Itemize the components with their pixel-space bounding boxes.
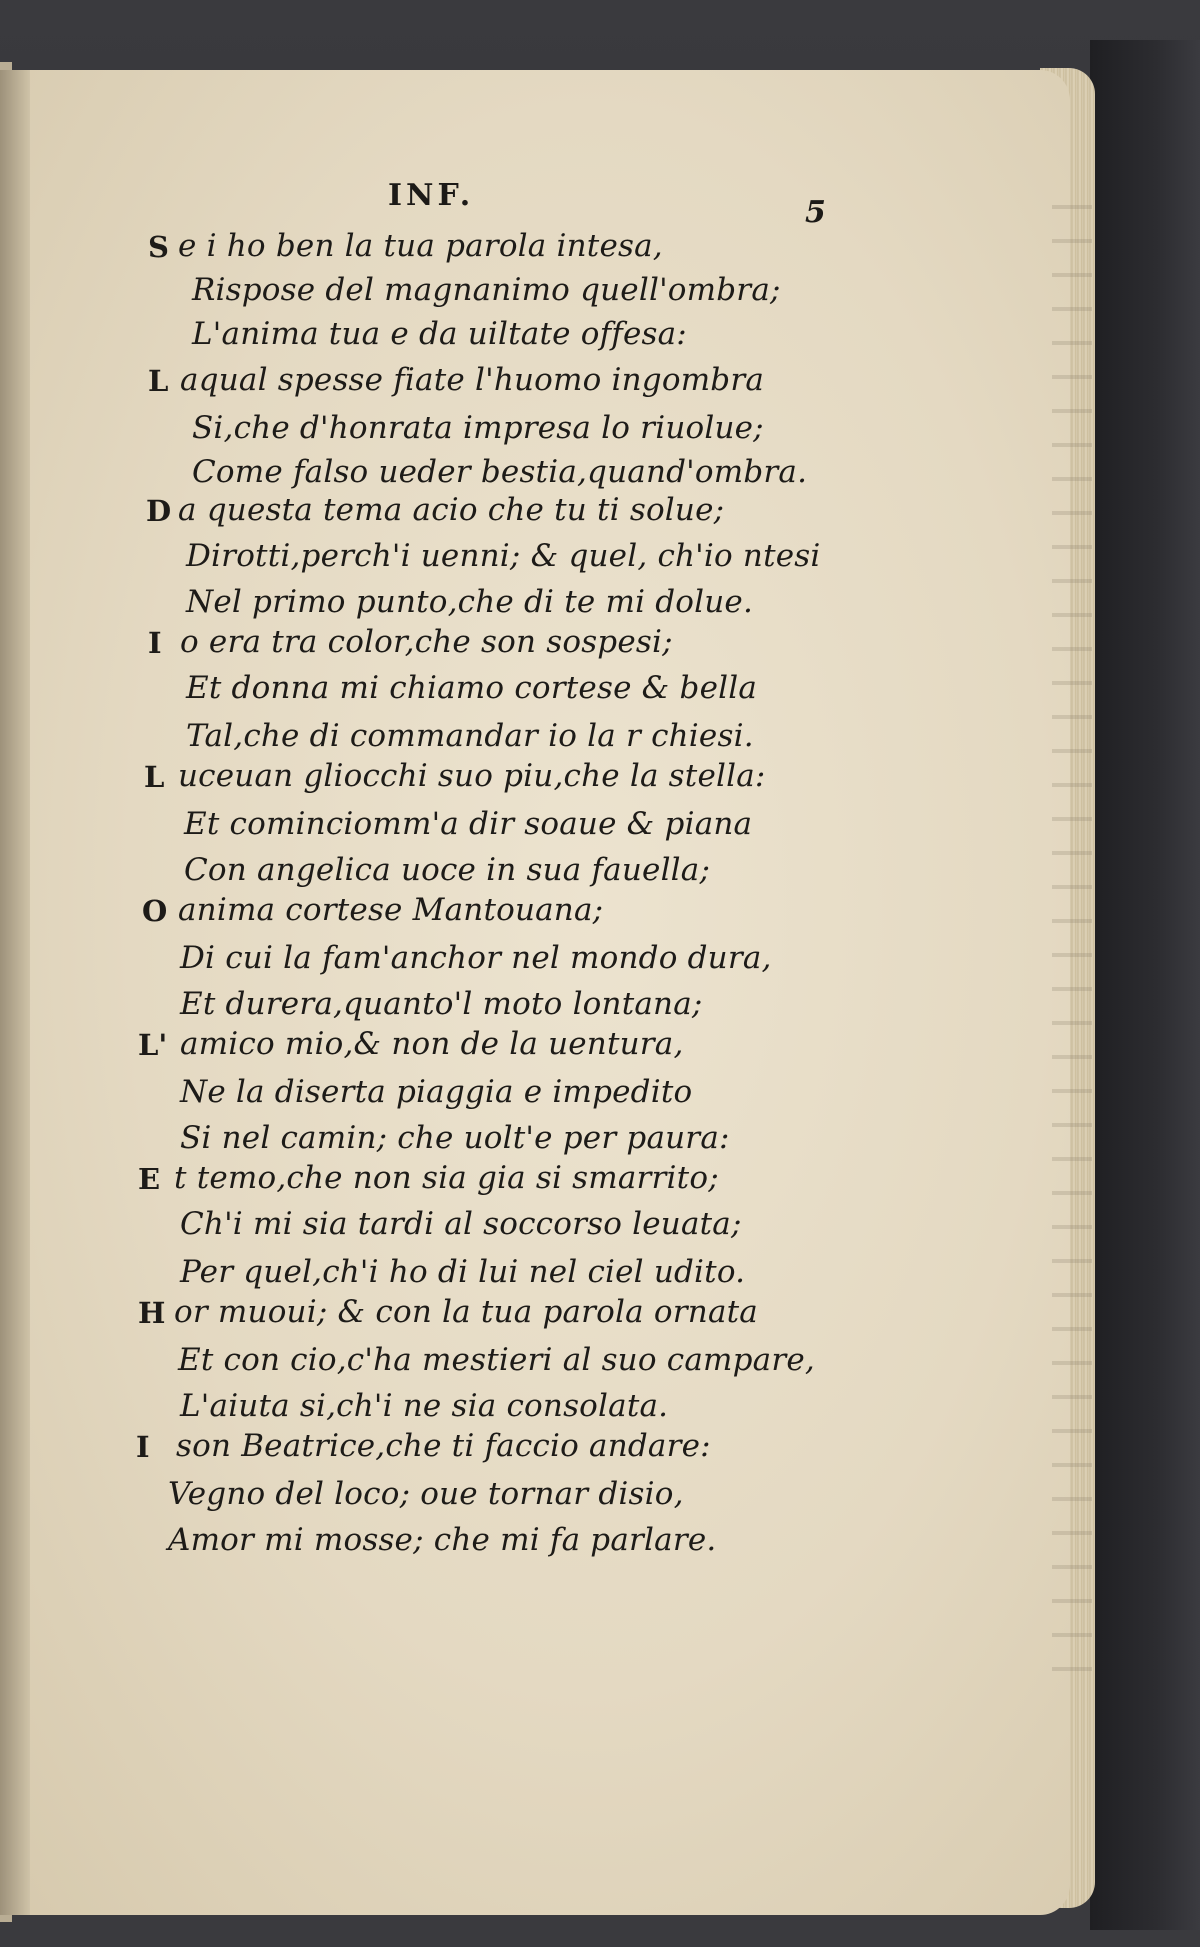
verse-line: Nel primo punto,che di te mi dolue. <box>186 584 754 620</box>
verse-line: Amor mi mosse; che mi fa parlare. <box>168 1522 717 1558</box>
verse-line: a questa tema acio che tu ti solue; <box>178 492 725 528</box>
verse-line: e i ho ben la tua parola intesa, <box>178 228 663 264</box>
running-header: INF. <box>388 178 475 213</box>
verse-line: Et durera,quanto'l moto lontana; <box>180 986 703 1022</box>
stanza-initial: S <box>148 230 169 264</box>
verse-line: Tal,che di commandar io la r chiesi. <box>186 718 754 754</box>
verse-line: Si nel camin; che uolt'e per paura: <box>180 1120 730 1156</box>
verse-line: Si,che d'honrata impresa lo riuolue; <box>192 410 764 446</box>
verse-line: Per quel,ch'i ho di lui nel ciel udito. <box>180 1254 746 1290</box>
stanza-initial: I <box>136 1430 150 1464</box>
facing-text-bleed <box>1052 175 1092 1675</box>
verse-line: L'aiuta si,ch'i ne sia consolata. <box>180 1388 669 1424</box>
verse-line: Ne la diserta piaggia e impedito <box>180 1074 693 1110</box>
verse-line: uceuan gliocchi suo piu,che la stella: <box>178 758 766 794</box>
verse-line: Di cui la fam'anchor nel mondo dura, <box>180 940 772 976</box>
page-gutter <box>0 70 30 1915</box>
verse-line: Vegno del loco; oue tornar disio, <box>168 1476 684 1512</box>
verse-line: o era tra color,che son sospesi; <box>180 624 673 660</box>
stanza-initial: H <box>138 1296 166 1330</box>
verse-line: or muoui; & con la tua parola ornata <box>174 1294 758 1330</box>
stanza-initial: D <box>146 494 172 528</box>
page-number: 5 <box>805 195 826 230</box>
verse-line: Rispose del magnanimo quell'ombra; <box>192 272 781 308</box>
verse-line: son Beatrice,che ti faccio andare: <box>176 1428 711 1464</box>
verse-line: Ch'i mi sia tardi al soccorso leuata; <box>180 1206 742 1242</box>
stanza-initial: I <box>148 626 162 660</box>
stanza-initial: L <box>148 364 169 398</box>
verse-line: Con angelica uoce in sua fauella; <box>184 852 711 888</box>
verse-line: Et donna mi chiamo cortese & bella <box>186 670 758 706</box>
verse-line: L'anima tua e da uiltate offesa: <box>192 316 687 352</box>
verse-line: anima cortese Mantouana; <box>178 892 604 928</box>
verse-line: Et con cio,c'ha mestieri al suo campare, <box>178 1342 815 1378</box>
verse-line: Et cominciomm'a dir soaue & piana <box>184 806 753 842</box>
verse-line: Come falso ueder bestia,quand'ombra. <box>192 454 808 490</box>
verse-line: Dirotti,perch'i uenni; & quel, ch'io ntesi <box>186 538 821 574</box>
stanza-initial: O <box>142 894 168 928</box>
book-cover-edge <box>1090 40 1200 1930</box>
stanza-initial: L <box>144 760 165 794</box>
verse-line: aqual spesse fiate l'huomo ingombra <box>180 362 765 398</box>
stanza-initial: E <box>138 1162 161 1196</box>
verse-line: t temo,che non sia gia si smarrito; <box>174 1160 719 1196</box>
verse-line: amico mio,& non de la uentura, <box>180 1026 684 1062</box>
stanza-initial: L' <box>138 1028 168 1062</box>
